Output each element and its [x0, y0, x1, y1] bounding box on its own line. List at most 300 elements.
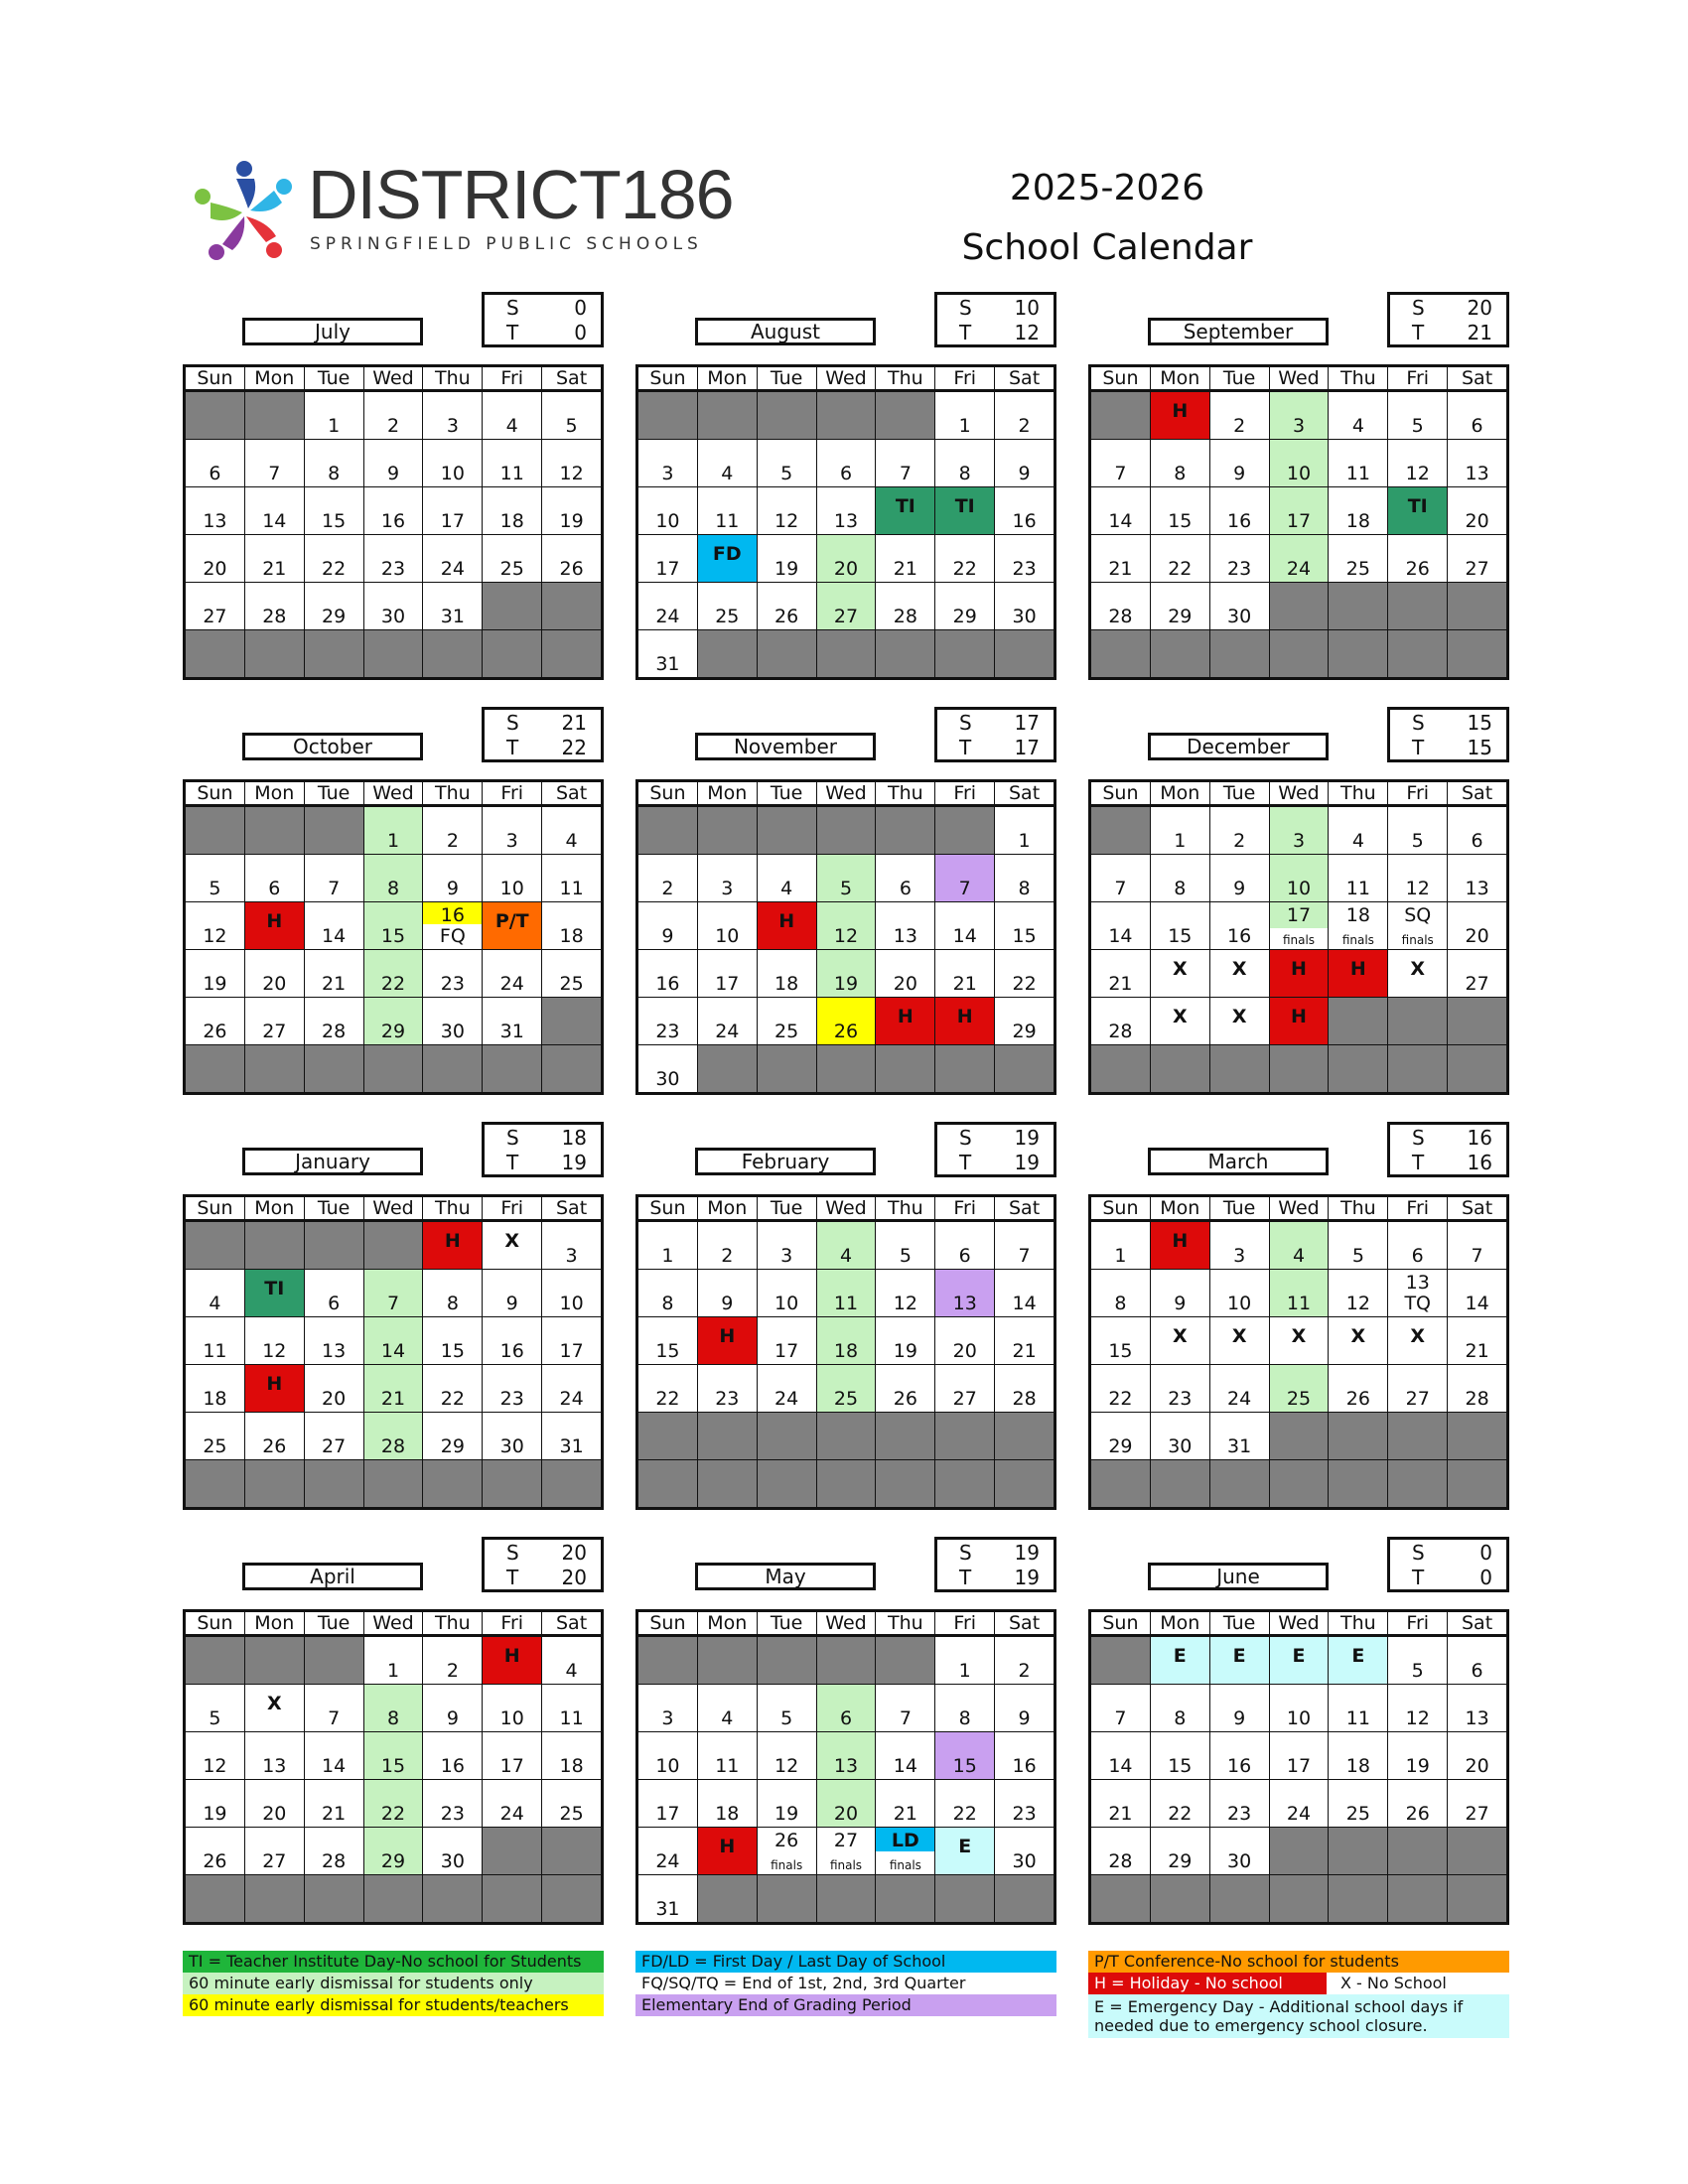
- day-cell: [934, 1685, 994, 1731]
- day-cell: [422, 392, 482, 439]
- day-cell: [697, 855, 757, 901]
- day-number: 30: [1012, 606, 1037, 627]
- students-label: S: [1412, 296, 1425, 320]
- day-number: 9: [1018, 1707, 1031, 1729]
- day-cell: [757, 1460, 816, 1507]
- day-number: 26: [1345, 1388, 1370, 1410]
- day-cell: [244, 392, 304, 439]
- day-marker: H: [719, 1836, 736, 1857]
- day-number: 9: [1174, 1293, 1187, 1314]
- day-number: 14: [380, 1340, 406, 1362]
- weekday-label: Tue: [757, 782, 816, 804]
- day-number: 3: [1233, 1245, 1246, 1267]
- students-label: S: [1412, 1541, 1425, 1565]
- day-cell: [875, 1045, 934, 1092]
- day-cell: [244, 630, 304, 677]
- day-cell: [1150, 1270, 1209, 1316]
- day-cell: [422, 583, 482, 629]
- weekday-label: Thu: [1328, 1612, 1387, 1634]
- teacher-days: 0: [574, 321, 587, 344]
- day-cell: [1328, 998, 1387, 1044]
- day-cell: [875, 855, 934, 901]
- day-cell: [757, 1045, 816, 1092]
- day-cell: [186, 902, 244, 949]
- day-cell: [697, 1317, 757, 1364]
- day-number: 4: [1351, 830, 1364, 852]
- day-number: 17: [655, 1803, 680, 1825]
- week-row: [1091, 1221, 1506, 1269]
- day-cell: [1328, 487, 1387, 534]
- weekday-label: Sun: [649, 1197, 686, 1219]
- day-number: 27: [1465, 558, 1489, 580]
- day-cell: [363, 1637, 423, 1684]
- day-cell: [816, 1365, 876, 1412]
- month-name: June: [1148, 1563, 1329, 1590]
- student-teacher-days: [482, 1537, 604, 1592]
- day-cell: [934, 535, 994, 582]
- day-cell: [638, 535, 697, 582]
- day-cell: [304, 1317, 363, 1364]
- day-cell: [757, 487, 816, 534]
- day-cell: [1328, 1365, 1387, 1412]
- day-number: 10: [499, 878, 524, 899]
- day-cell: [186, 1828, 244, 1874]
- day-cell: [304, 807, 363, 854]
- week-row: [186, 629, 601, 677]
- day-cell: [697, 902, 757, 949]
- day-number: 10: [655, 1755, 680, 1777]
- day-cell: [638, 1270, 697, 1316]
- day-cell: [244, 1828, 304, 1874]
- day-number: 15: [1012, 925, 1037, 947]
- weekday-label: Sun: [197, 782, 233, 804]
- day-cell: [541, 1780, 601, 1827]
- day-number: 15: [1168, 510, 1193, 532]
- day-number: 2: [1018, 1660, 1031, 1682]
- day-cell: [697, 630, 757, 677]
- weekday-label: Sat: [994, 367, 1054, 389]
- day-cell: [422, 1732, 482, 1779]
- day-cell: [1387, 1270, 1447, 1316]
- day-number: 12: [559, 463, 584, 484]
- week-row: [186, 1684, 601, 1731]
- day-cell: [816, 1222, 876, 1269]
- day-number: 30: [1227, 1850, 1252, 1872]
- student-days: 20: [1467, 296, 1492, 320]
- weekday-label: Tue: [757, 1197, 816, 1219]
- day-cell: [875, 807, 934, 854]
- day-marker: TI: [264, 1278, 285, 1299]
- day-number: 11: [1345, 1707, 1370, 1729]
- day-number: 5: [839, 878, 853, 899]
- week-row: [186, 854, 601, 901]
- day-number: 27: [833, 606, 859, 627]
- day-cell: [244, 1317, 304, 1364]
- week-row: [1091, 1874, 1506, 1922]
- day-cell: [697, 807, 757, 854]
- day-cell: [697, 998, 757, 1044]
- finals-note: finals: [829, 1858, 863, 1872]
- week-row: [186, 534, 601, 582]
- day-number: 21: [262, 558, 287, 580]
- day-number: 8: [328, 463, 341, 484]
- day-cell: [1447, 1460, 1506, 1507]
- day-cell: [304, 1732, 363, 1779]
- week-row: [1091, 806, 1506, 854]
- day-cell: [244, 1460, 304, 1507]
- day-number: 10: [655, 510, 680, 532]
- day-number: 30: [1168, 1435, 1193, 1457]
- day-number: 12: [1345, 1293, 1370, 1314]
- day-cell: [757, 807, 816, 854]
- day-cell: [186, 1045, 244, 1092]
- teacher-days: 17: [1014, 736, 1040, 759]
- day-marker: H: [1172, 400, 1189, 422]
- day-cell: [482, 1875, 541, 1922]
- day-number: 30: [380, 606, 406, 627]
- day-cell: [422, 1828, 482, 1874]
- students-label: S: [506, 1541, 519, 1565]
- week-row: [186, 439, 601, 486]
- day-number: 27: [1465, 973, 1489, 995]
- day-cell: [304, 1365, 363, 1412]
- day-cell: [541, 1875, 601, 1922]
- legend-fdld: FD/LD = First Day / Last Day of School: [635, 1951, 1056, 1973]
- day-marker: H: [266, 910, 283, 932]
- day-cell: [638, 1222, 697, 1269]
- day-cell: [1447, 1875, 1506, 1922]
- day-cell: [1150, 855, 1209, 901]
- day-cell: [1091, 1828, 1150, 1874]
- day-number: 12: [1405, 878, 1430, 899]
- day-cell: [757, 535, 816, 582]
- day-cell: [1269, 1828, 1329, 1874]
- day-number: 18: [499, 510, 524, 532]
- day-cell: [1091, 440, 1150, 486]
- day-number: 5: [209, 1707, 221, 1729]
- legend-early-students: 60 minute early dismissal for students only: [183, 1973, 604, 1994]
- day-cell: [541, 1270, 601, 1316]
- weekday-header: [638, 782, 1054, 806]
- day-cell: [482, 630, 541, 677]
- day-cell: [1091, 950, 1150, 997]
- day-cell: [697, 1685, 757, 1731]
- students-label: S: [959, 296, 972, 320]
- day-cell: [1150, 1875, 1209, 1922]
- logo-main-text: DISTRICT186: [308, 156, 734, 233]
- weekday-label: Sat: [1447, 782, 1506, 804]
- day-number: 14: [322, 925, 347, 947]
- day-number: 21: [322, 973, 347, 995]
- weekday-label: Fri: [482, 1612, 541, 1634]
- day-cell: [244, 950, 304, 997]
- day-cell: [1387, 1732, 1447, 1779]
- day-number: 22: [1108, 1388, 1133, 1410]
- day-cell: [1328, 1828, 1387, 1874]
- day-cell: [638, 1413, 697, 1459]
- day-number: 11: [1345, 878, 1370, 899]
- day-cell: [541, 1460, 601, 1507]
- day-cell: [1328, 440, 1387, 486]
- weekday-label: Thu: [1328, 367, 1387, 389]
- weekday-label: Fri: [934, 782, 994, 804]
- day-cell: [482, 902, 541, 949]
- students-label: S: [506, 711, 519, 735]
- day-number: 19: [893, 1340, 917, 1362]
- day-number: 25: [774, 1021, 799, 1042]
- day-cell: [994, 1317, 1054, 1364]
- day-number: 23: [440, 1803, 465, 1825]
- day-cell: [875, 1460, 934, 1507]
- day-number: 26: [774, 606, 799, 627]
- day-cell: [1091, 1270, 1150, 1316]
- day-cell: [875, 950, 934, 997]
- weekday-label: Wed: [363, 1612, 423, 1634]
- day-marker: H: [1291, 1006, 1307, 1027]
- day-cell: [697, 1460, 757, 1507]
- weekday-label: Sun: [649, 1612, 686, 1634]
- day-cell: [541, 487, 601, 534]
- day-cell: [244, 1045, 304, 1092]
- day-cell: [541, 998, 601, 1044]
- day-number: 28: [1108, 606, 1133, 627]
- student-teacher-days: [482, 1122, 604, 1177]
- day-cell: [1209, 1317, 1269, 1364]
- day-number: 7: [1471, 1245, 1483, 1267]
- day-cell: [363, 1685, 423, 1731]
- day-number: 12: [893, 1293, 917, 1314]
- weekday-label: Tue: [1209, 1612, 1269, 1634]
- day-number: 22: [322, 558, 347, 580]
- day-number: 5: [1411, 830, 1424, 852]
- day-number: 6: [899, 878, 912, 899]
- day-cell: [994, 998, 1054, 1044]
- month-name: April: [242, 1563, 423, 1590]
- day-cell: [244, 1732, 304, 1779]
- weekday-label: Wed: [1269, 1612, 1329, 1634]
- day-cell: [541, 902, 601, 949]
- weekday-label: Fri: [1387, 1612, 1447, 1634]
- day-number: 12: [774, 1755, 799, 1777]
- day-cell: [697, 950, 757, 997]
- day-cell: [697, 487, 757, 534]
- weekday-label: Fri: [482, 782, 541, 804]
- week-row: [1091, 439, 1506, 486]
- week-row: [1091, 629, 1506, 677]
- day-number: 12: [203, 925, 227, 947]
- day-cell: [244, 1875, 304, 1922]
- day-cell: [1328, 807, 1387, 854]
- day-cell: [1091, 1875, 1150, 1922]
- week-row: [1091, 1412, 1506, 1459]
- day-number: 24: [715, 1021, 740, 1042]
- day-cell: [1447, 1637, 1506, 1684]
- day-number: 18: [833, 1340, 859, 1362]
- day-number: 30: [499, 1435, 524, 1457]
- day-marker: H: [1349, 958, 1366, 980]
- day-cell: [638, 1780, 697, 1827]
- day-number: 3: [721, 878, 734, 899]
- student-teacher-days: [482, 707, 604, 762]
- day-number: 15: [655, 1340, 680, 1362]
- weekday-label: Thu: [422, 1612, 482, 1634]
- day-cell: [875, 583, 934, 629]
- day-cell: [1209, 535, 1269, 582]
- day-number: 21: [380, 1388, 406, 1410]
- day-number: 21: [1465, 1340, 1489, 1362]
- student-days: 19: [1014, 1126, 1040, 1150]
- calendar-titles: [894, 159, 1321, 278]
- weekday-label: Sat: [1447, 1197, 1506, 1219]
- teachers-label: T: [959, 1151, 972, 1174]
- weekday-label: Thu: [422, 1197, 482, 1219]
- weekday-header: [1091, 782, 1506, 806]
- day-number: 5: [1411, 1660, 1424, 1682]
- weekday-label: Sat: [994, 1197, 1054, 1219]
- day-marker: E: [1173, 1645, 1187, 1667]
- teacher-days: 0: [1479, 1566, 1492, 1589]
- day-cell: [422, 807, 482, 854]
- day-number: 19: [774, 1803, 799, 1825]
- day-cell: [816, 1637, 876, 1684]
- weekday-label: Sat: [541, 782, 601, 804]
- day-cell: [994, 1875, 1054, 1922]
- day-cell: [482, 487, 541, 534]
- day-number: 9: [505, 1293, 518, 1314]
- students-label: S: [959, 711, 972, 735]
- day-number: 23: [380, 558, 406, 580]
- day-number: 12: [1405, 463, 1430, 484]
- day-number: 8: [1018, 878, 1031, 899]
- logo-pinwheel-icon: [189, 157, 300, 266]
- students-label: S: [1412, 711, 1425, 735]
- day-number: 21: [322, 1803, 347, 1825]
- day-cell: [1209, 1222, 1269, 1269]
- teacher-days: 12: [1014, 321, 1040, 344]
- legend-pt: P/T Conference-No school for students: [1088, 1951, 1509, 1973]
- day-cell: [994, 583, 1054, 629]
- day-cell: [1150, 487, 1209, 534]
- day-number: 22: [952, 558, 977, 580]
- day-number: 6: [839, 463, 853, 484]
- teachers-label: T: [959, 321, 972, 344]
- day-number: 1: [386, 830, 400, 852]
- weekday-label: Thu: [875, 1197, 934, 1219]
- finals-note: finals: [771, 1858, 803, 1872]
- day-cell: [1447, 392, 1506, 439]
- weekday-label: Thu: [422, 782, 482, 804]
- day-cell: [816, 1685, 876, 1731]
- day-number: 11: [833, 1293, 859, 1314]
- day-number: 30: [440, 1021, 465, 1042]
- day-cell: [363, 1828, 423, 1874]
- day-cell: [1091, 1637, 1150, 1684]
- weekday-label: Thu: [422, 367, 482, 389]
- day-cell: [1209, 950, 1269, 997]
- day-cell: [304, 902, 363, 949]
- day-number: 17: [1286, 510, 1312, 532]
- weekday-label: Tue: [1209, 782, 1269, 804]
- day-number: 23: [499, 1388, 524, 1410]
- weekday-label: Sat: [994, 1612, 1054, 1634]
- day-number: 13: [203, 510, 227, 532]
- day-cell: [482, 1270, 541, 1316]
- day-cell: [934, 392, 994, 439]
- day-number: 18: [559, 925, 584, 947]
- day-number: 4: [505, 415, 518, 437]
- weekday-label: Tue: [757, 1612, 816, 1634]
- day-cell: [1447, 630, 1506, 677]
- day-cell: [934, 1780, 994, 1827]
- day-number: 13: [833, 510, 859, 532]
- day-cell: [363, 1875, 423, 1922]
- student-days: 19: [1014, 1541, 1040, 1565]
- day-cell: [1269, 902, 1329, 949]
- day-cell: [934, 1460, 994, 1507]
- weekday-label: Sat: [541, 367, 601, 389]
- day-cell: [875, 392, 934, 439]
- day-marker: H: [897, 1006, 914, 1027]
- week-row: [186, 1412, 601, 1459]
- student-teacher-days: [1387, 1537, 1509, 1592]
- day-number: 22: [380, 973, 406, 995]
- day-cell: [363, 583, 423, 629]
- day-cell: [244, 902, 304, 949]
- week-row: [1091, 1364, 1506, 1412]
- day-number: 26: [893, 1388, 917, 1410]
- quarter-marker: TQ: [1404, 1293, 1431, 1314]
- day-cell: [1209, 998, 1269, 1044]
- day-cell: [1209, 807, 1269, 854]
- day-cell: [422, 950, 482, 997]
- day-cell: [757, 1222, 816, 1269]
- day-number: 7: [386, 1293, 400, 1314]
- day-cell: [1269, 630, 1329, 677]
- day-cell: [875, 902, 934, 949]
- day-cell: [1387, 1780, 1447, 1827]
- day-number: 2: [446, 830, 459, 852]
- day-number: 16: [1227, 510, 1252, 532]
- quarter-marker: FQ: [439, 925, 466, 947]
- month-grid: [1088, 1194, 1509, 1510]
- weekday-header: [186, 782, 601, 806]
- day-cell: [1150, 1317, 1209, 1364]
- weekday-label: Fri: [1387, 782, 1447, 804]
- day-cell: [1209, 1685, 1269, 1731]
- day-number: 20: [833, 558, 859, 580]
- day-number: 24: [1286, 1803, 1312, 1825]
- weekday-label: Thu: [875, 1612, 934, 1634]
- weekday-label: Sat: [1447, 367, 1506, 389]
- teachers-label: T: [506, 321, 519, 344]
- week-row: [186, 806, 601, 854]
- day-number: 12: [1405, 1707, 1430, 1729]
- day-number: 25: [559, 1803, 584, 1825]
- day-cell: [638, 487, 697, 534]
- student-teacher-days: [934, 1537, 1056, 1592]
- weekday-header: [1091, 367, 1506, 391]
- day-cell: [482, 1780, 541, 1827]
- student-days: 15: [1467, 711, 1492, 735]
- day-cell: [422, 487, 482, 534]
- day-cell: [934, 902, 994, 949]
- day-cell: [244, 855, 304, 901]
- day-cell: [1209, 1365, 1269, 1412]
- day-number: 25: [833, 1388, 859, 1410]
- day-number: 19: [203, 973, 227, 995]
- day-cell: [1091, 392, 1150, 439]
- day-cell: [757, 1317, 816, 1364]
